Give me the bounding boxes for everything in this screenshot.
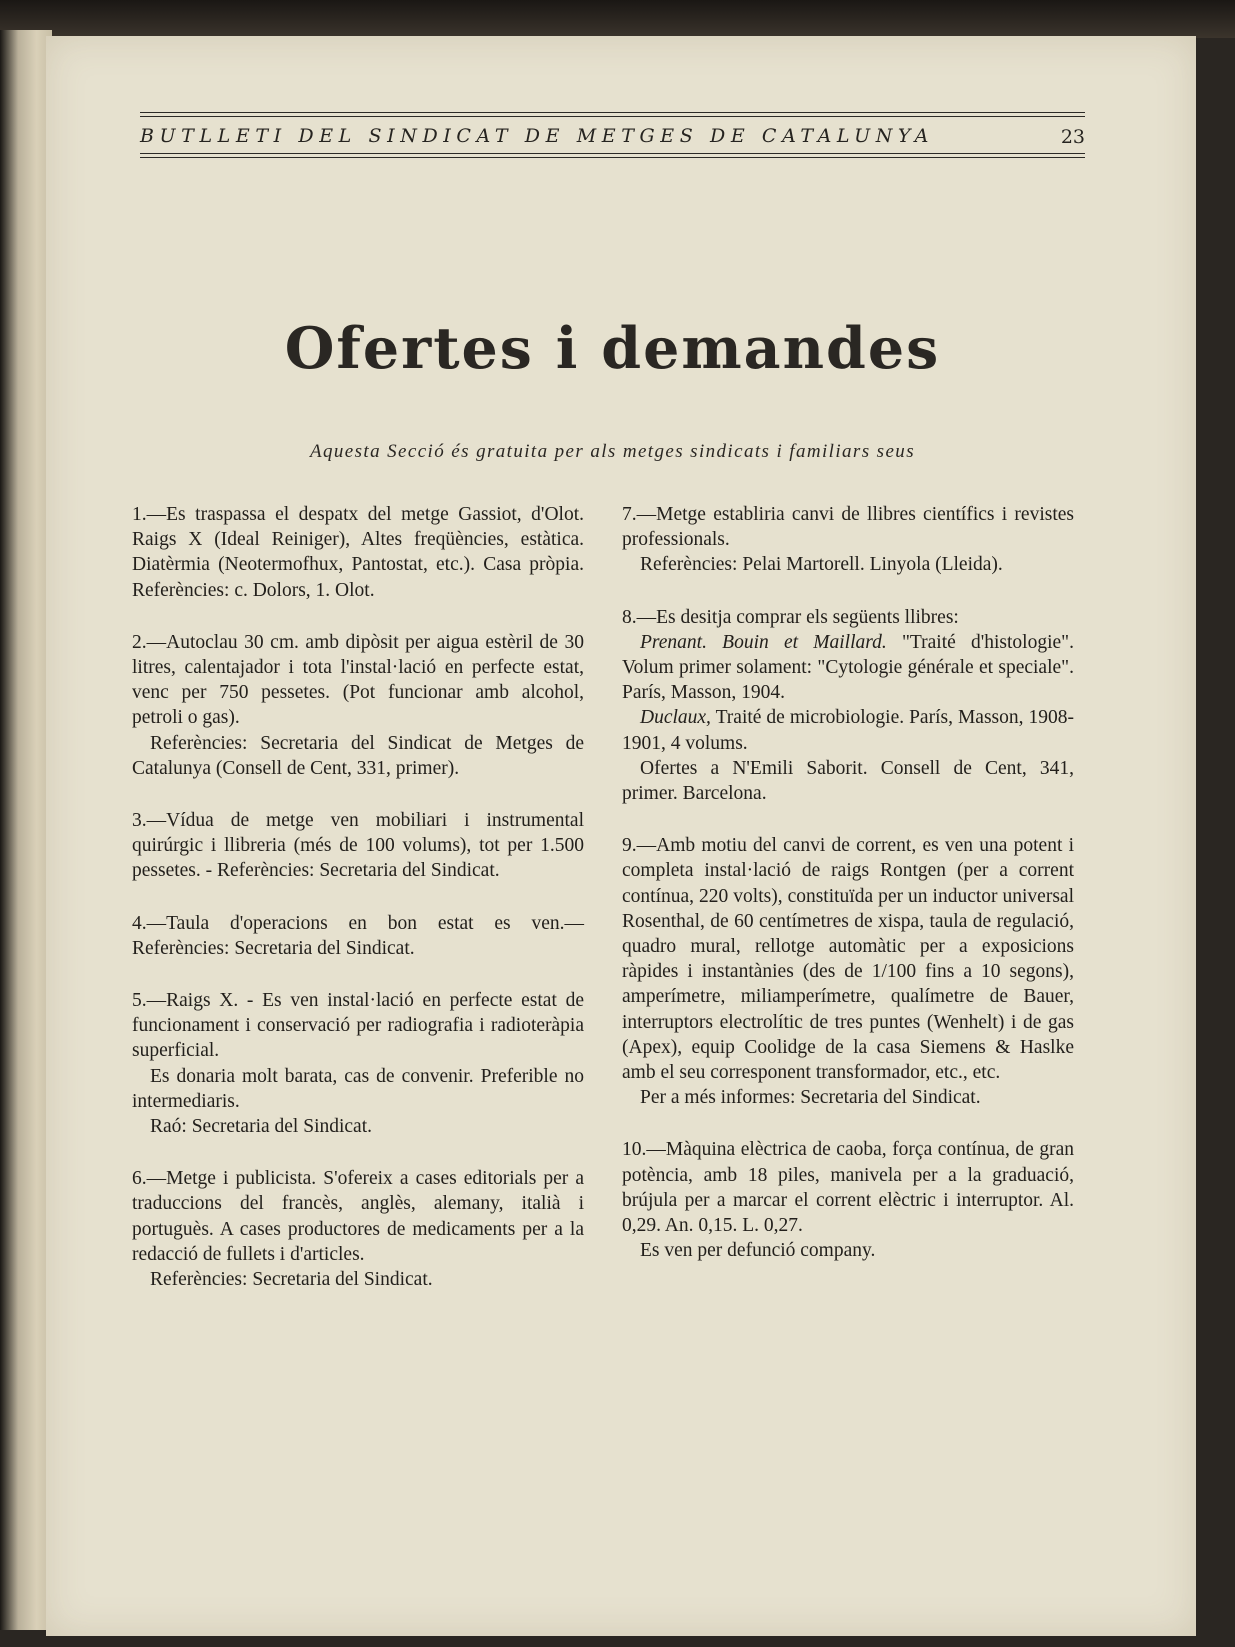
item-text: —Metge establiria canvi de llibres científics i revistes professionals. <box>622 504 1074 551</box>
listing-item-9 <box>622 833 1074 1110</box>
item-note: Es ven per defunció company. <box>640 1240 876 1262</box>
item-reference: Referències: Secretaria del Sindicat. <box>150 1269 433 1291</box>
item-number: 4. <box>132 912 147 934</box>
left-column <box>132 502 584 1319</box>
header-rule-bottom-2 <box>140 157 1085 158</box>
item-text: —Metge i publicista. S'ofereix a cases editorials per a traduccions del francès, anglès, alemany, italià i portuguès. A cases productores de medicaments per a la redacció de fullets i d'articles. <box>132 1168 584 1265</box>
header-rule-top <box>140 112 1085 113</box>
listing-item-6 <box>132 1166 584 1292</box>
item-number: 8. <box>622 606 637 628</box>
right-column <box>622 502 1074 1290</box>
section-subtitle: Aquesta Secció és gratuita per als metges sindicats i familiars seus <box>310 441 915 462</box>
item-text: —Taula d'operacions en bon estat es ven.— Referències: Secretaria del Sindicat. <box>132 912 584 959</box>
item-text: —Es traspassa el despatx del metge Gassiot, d'Olot. Raigs X (Ideal Reiniger), Altes freqüències, estàtica. Diatèrmia (Neotermofhux, Pantostat, etc.). Casa pròpia. Referències: c. Dolors, 1. Olot. <box>132 504 584 601</box>
item-reference: Raó: Secretaria del Sindicat. <box>150 1116 373 1138</box>
journal-title: BUTLLETI DEL SINDICAT DE METGES DE CATALUNYA <box>140 125 934 147</box>
listing-item-2 <box>132 630 584 781</box>
book-author: Prenant. Bouin et Maillard. <box>640 631 887 653</box>
item-number: 5. <box>132 990 147 1012</box>
item-text: —Amb motiu del canvi de corrent, es ven una potent i completa instal·lació de raigs Rontgen (per a corrent contínua, 220 volts), constituïda per un inductor universal Rosenthal, de 60 centímetres de xispa, taula de regulació, quadro mural, rellotge automàtic per a exposicions ràpides i instantànies (des de 1/100 fins a 10 segons), amperímetre, miliamperímetre, qualímetre de Bauer, interruptors electrolític de tres puntes (Wenhelt) i de gas (Apex), equip Coolidge de la casa Siemens & Haslke amb el seu corresponent transformador, etc., etc. <box>622 835 1074 1084</box>
item-reference: Referències: Pelai Martorell. Linyola (Lleida). <box>640 554 1003 576</box>
item-reference: Referències: Secretaria del Sindicat de Metges de Catalunya (Consell de Cent, 331, primer). <box>132 732 584 779</box>
item-text: —Vídua de metge ven mobiliari i instrumental quirúrgic i llibreria (més de 100 volums), tot per 1.500 pessetes. - Referències: Secretaria del Sindicat. <box>132 810 584 882</box>
listing-item-1 <box>132 502 584 603</box>
item-number: 9. <box>622 835 637 857</box>
book-details: Traité de microbiologie. París, Masson, 1908-1901, 4 volums. <box>622 707 1074 754</box>
item-note: Es donaria molt barata, cas de convenir. Preferible no intermediaris. <box>132 1065 584 1112</box>
listing-item-3 <box>132 808 584 884</box>
listing-item-5 <box>132 988 584 1139</box>
listing-item-8 <box>622 605 1074 807</box>
section-title: Ofertes i demandes <box>284 315 941 382</box>
item-text: —Màquina elèctrica de caoba, força contínua, de gran potència, amb 18 piles, manivela per a la graduació, brújula per a marcar el corrent elèctric i interruptor. Al. 0,29. An. 0,15. L. 0,27. <box>622 1139 1074 1237</box>
book-entry-1 <box>622 630 1074 706</box>
scan-left-edge <box>0 30 52 1630</box>
listing-item-7 <box>622 502 1074 578</box>
page-number: 23 <box>1060 126 1085 148</box>
scan-top-edge <box>0 0 1235 38</box>
book-entry-2 <box>622 705 1074 755</box>
item-text: —Es desitja comprar els següents llibres: <box>636 606 959 628</box>
item-number: 1. <box>132 504 147 525</box>
book-details: "Traité d'histologie". Volum primer solament: "Cytologie générale et speciale". París, Masson, 1904. <box>622 631 1074 704</box>
item-number: 3. <box>132 810 147 832</box>
item-number: 2. <box>132 631 147 653</box>
item-number: 6. <box>132 1168 147 1190</box>
header-rule-bottom <box>140 153 1085 154</box>
item-number: 10. <box>622 1139 647 1161</box>
listing-item-10 <box>622 1137 1074 1263</box>
item-reference: Per a més informes: Secretaria del Sindicat. <box>640 1087 981 1109</box>
item-reference: Ofertes a N'Emili Saborit. Consell de Cent, 341, primer. Barcelona. <box>622 757 1074 805</box>
header-rule-top-2 <box>140 116 1085 117</box>
listing-item-4 <box>132 911 584 961</box>
item-text: —Autoclau 30 cm. amb dipòsit per aigua estèril de 30 litres, calentajador i tota l'instal·lació en perfecte estat, venc per 750 pessetes. (Pot funcionar amb alcohol, petroli o gas). <box>132 631 584 729</box>
item-text: —Raigs X. - Es ven instal·lació en perfecte estat de funcionament i conservació per radiografia i radioteràpia superficial. <box>132 990 584 1062</box>
item-number: 7. <box>622 504 637 525</box>
running-header <box>140 112 1085 167</box>
book-author: Duclaux, <box>640 707 711 729</box>
